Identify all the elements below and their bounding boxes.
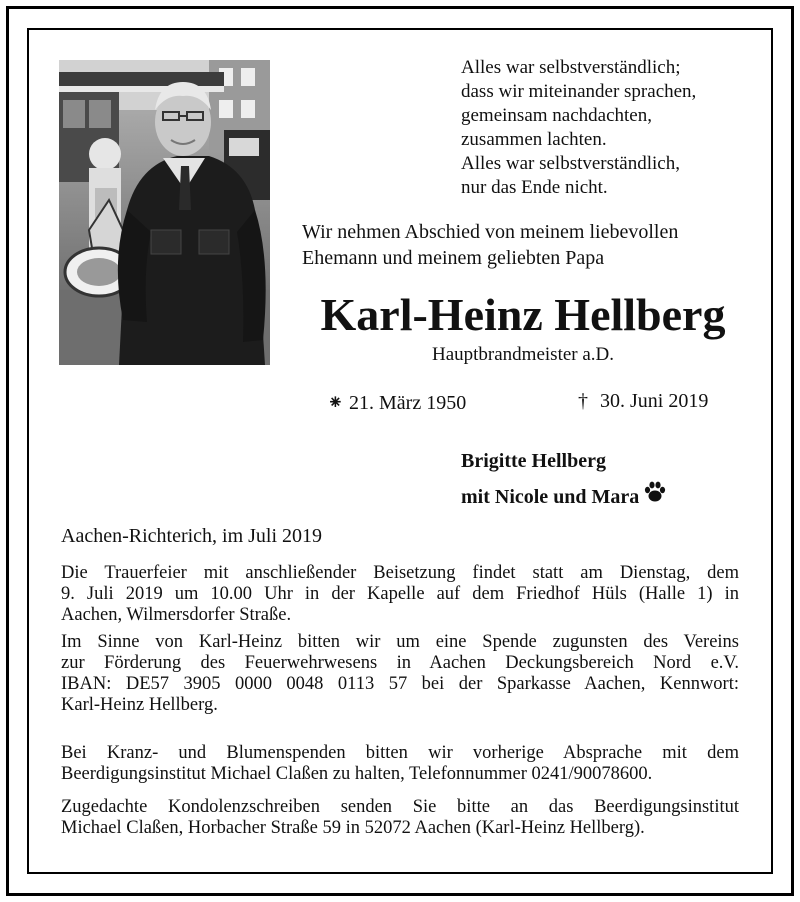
paragraph-line: 9. Juli 2019 um 10.00 Uhr in der Kapelle auf dem Friedhof Hüls (Halle 1) in — [61, 584, 739, 604]
death-date-text: 30. Juni 2019 — [600, 390, 709, 412]
paragraph-line: zur Förderung des Feuerwehrwesens in Aachen Deckungsbereich Nord e.V. — [61, 653, 739, 673]
paragraph-line: Beerdigungsinstitut Michael Claßen zu halten, Telefonnummer 0241/90078600. — [61, 764, 653, 784]
paragraph-line: IBAN: DE57 3905 0000 0048 0113 57 bei der Sparkasse Aachen, Kennwort: — [61, 674, 739, 694]
poem-line: dass wir miteinander sprachen, — [461, 81, 697, 102]
mourner-names-line — [461, 479, 667, 516]
portrait-photo — [59, 60, 270, 365]
intro-line: Ehemann und meinem geliebten Papa — [302, 247, 605, 269]
death-cross-icon: † — [578, 390, 588, 412]
intro-line: Wir nehmen Abschied von meinem liebevollen — [302, 221, 679, 243]
paragraph-line: Im Sinne von Karl-Heinz bitten wir um eine Spende zugunsten des Vereins — [61, 632, 739, 652]
poem-line: nur das Ende nicht. — [461, 177, 608, 198]
funeral-paragraph — [61, 563, 739, 626]
deceased-name: Karl-Heinz Hellberg — [320, 289, 726, 340]
death-date — [578, 390, 708, 413]
condolence-paragraph — [61, 797, 739, 839]
mourner-name: Brigitte Hellberg — [461, 450, 606, 472]
poem-line: Alles war selbstverständlich, — [461, 153, 680, 174]
poem-line: Alles war selbstverständlich; — [461, 57, 681, 78]
paragraph-line: Zugedachte Kondolenzschreiben senden Sie bitte an das Beerdigungsinstitut — [61, 797, 739, 817]
birth-date — [327, 390, 466, 415]
paragraph-line: Die Trauerfeier mit anschließender Beisetzung findet statt am Dienstag, dem — [61, 563, 739, 583]
place-and-date: Aachen-Richterich, im Juli 2019 — [61, 525, 323, 547]
memorial-poem — [461, 56, 696, 200]
flowers-paragraph — [61, 743, 739, 785]
mourner-name: mit Nicole und Mara — [461, 486, 640, 508]
deceased-rank: Hauptbrandmeister a.D. — [431, 344, 615, 365]
farewell-intro — [302, 219, 678, 271]
poem-line: gemeinsam nachdachten, — [461, 105, 652, 126]
mourners — [461, 443, 667, 516]
birth-star-icon: ⁕ — [327, 392, 344, 414]
paragraph-line: Karl-Heinz Hellberg. — [61, 695, 218, 715]
birth-date-text: 21. März 1950 — [349, 392, 467, 414]
poem-line: zusammen lachten. — [461, 129, 607, 150]
paragraph-line: Bei Kranz- und Blumenspenden bitten wir vorherige Absprache mit dem — [61, 743, 739, 763]
paw-print-icon — [643, 480, 667, 516]
donation-paragraph — [61, 632, 739, 716]
paragraph-line: Aachen, Wilmersdorfer Straße. — [61, 605, 292, 625]
paragraph-line: Michael Claßen, Horbacher Straße 59 in 52072 Aachen (Karl-Heinz Hellberg). — [61, 818, 645, 838]
